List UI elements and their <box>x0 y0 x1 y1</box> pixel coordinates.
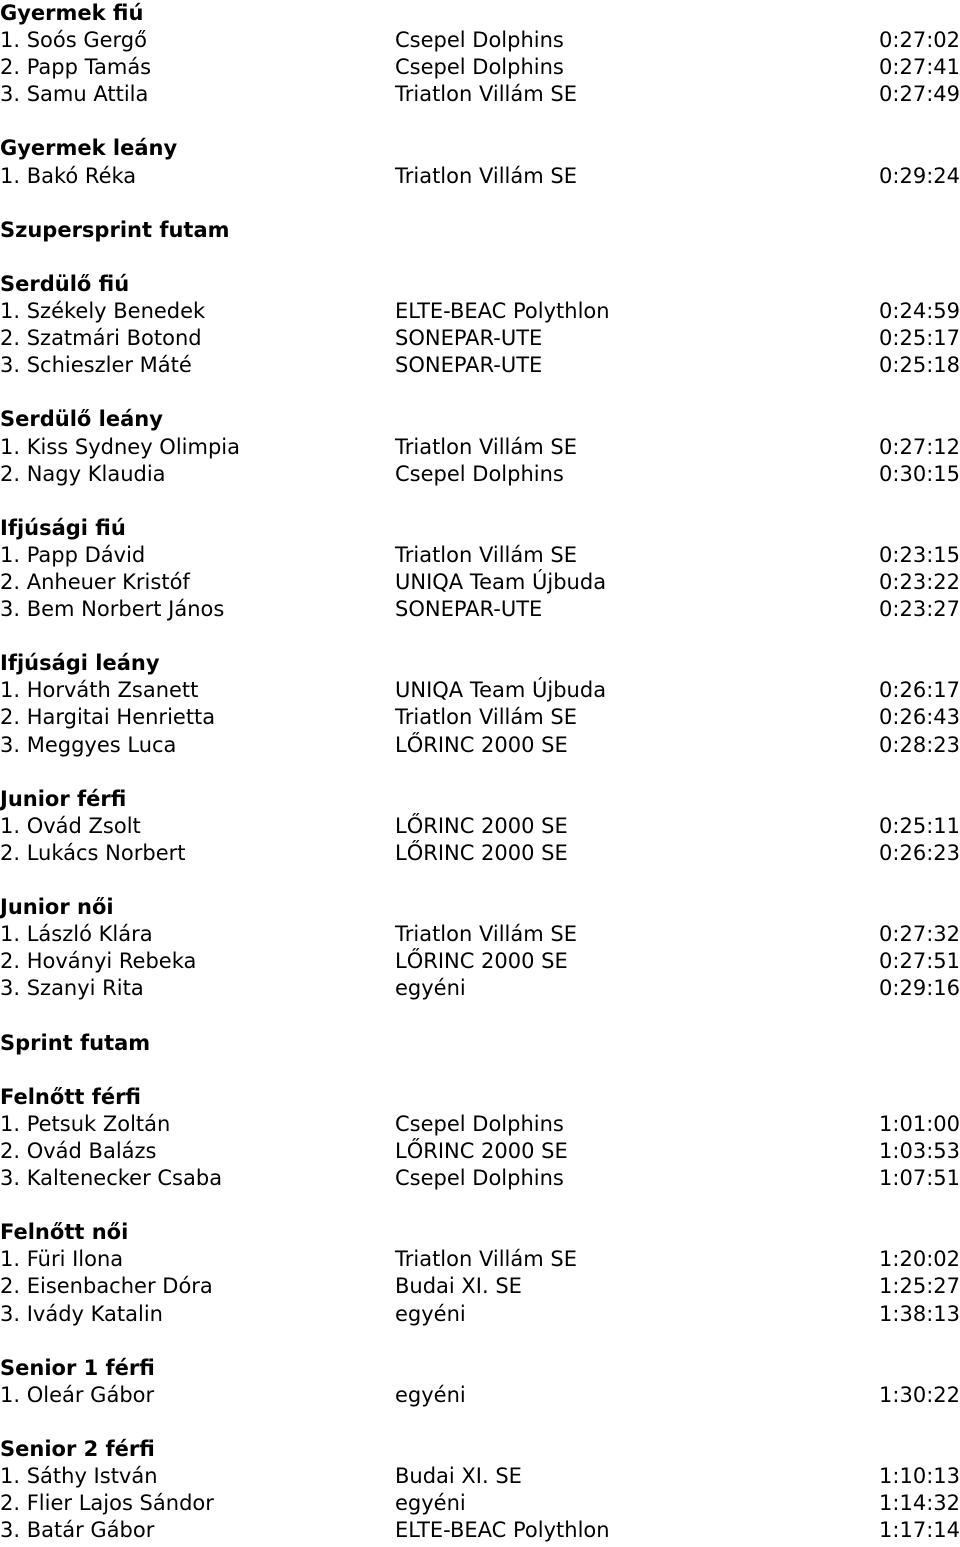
finish-time: 0:27:12 <box>879 434 960 459</box>
category-heading: Serdülő leány <box>0 407 163 432</box>
category-heading: Felnőtt férfi <box>0 1084 142 1109</box>
category-heading: Serdülő fiú <box>0 271 130 296</box>
athlete-name: 2. Eisenbacher Dóra <box>0 1274 213 1299</box>
result-row <box>0 948 960 975</box>
club-name: Triatlon Villám SE <box>395 705 577 730</box>
club-name: Triatlon Villám SE <box>395 82 577 107</box>
athlete-name: 3. Samu Attila <box>0 82 149 107</box>
result-row <box>0 27 960 54</box>
finish-time: 0:25:11 <box>879 813 960 838</box>
club-name: LŐRINC 2000 SE <box>395 840 568 865</box>
athlete-name: 1. Bakó Réka <box>0 163 137 188</box>
finish-time: 0:27:41 <box>879 55 960 80</box>
club-name: Csepel Dolphins <box>395 461 564 486</box>
result-row <box>0 352 960 379</box>
spacer <box>0 1328 960 1355</box>
result-row <box>0 840 960 867</box>
athlete-name: 1. Papp Dávid <box>0 542 146 567</box>
club-name: egyéni <box>395 976 466 1001</box>
athlete-name: 2. Hargitai Henrietta <box>0 705 216 730</box>
finish-time: 0:24:59 <box>879 299 960 324</box>
result-row <box>0 54 960 81</box>
finish-time: 1:30:22 <box>879 1382 960 1407</box>
category-heading: Gyermek leány <box>0 136 178 161</box>
club-name: Triatlon Villám SE <box>395 1247 577 1272</box>
finish-time: 0:27:02 <box>879 28 960 53</box>
result-row <box>0 1382 960 1409</box>
result-row <box>0 1165 960 1192</box>
athlete-name: 1. Sáthy István <box>0 1464 158 1489</box>
result-row <box>0 1246 960 1273</box>
athlete-name: 1. Ovád Zsolt <box>0 813 141 838</box>
club-name: Triatlon Villám SE <box>395 542 577 567</box>
club-name: SONEPAR-UTE <box>395 353 543 378</box>
club-name: Triatlon Villám SE <box>395 163 577 188</box>
athlete-name: 1. Kiss Sydney Olimpia <box>0 434 240 459</box>
result-row <box>0 1273 960 1300</box>
athlete-name: 3. Kaltenecker Csaba <box>0 1166 223 1191</box>
spacer <box>0 867 960 894</box>
finish-time: 1:17:14 <box>879 1518 960 1543</box>
athlete-name: 1. László Klára <box>0 922 153 947</box>
category-heading: Ifjúsági leány <box>0 651 160 676</box>
category-heading: Szupersprint futam <box>0 217 230 242</box>
club-name: Budai XI. SE <box>395 1274 522 1299</box>
result-row <box>0 434 960 461</box>
result-row <box>0 325 960 352</box>
finish-time: 0:28:23 <box>879 732 960 757</box>
finish-time: 0:27:51 <box>879 949 960 974</box>
finish-time: 0:27:49 <box>879 82 960 107</box>
athlete-name: 1. Horváth Zsanett <box>0 678 199 703</box>
result-row <box>0 596 960 623</box>
athlete-name: 2. Papp Tamás <box>0 55 152 80</box>
spacer <box>0 1192 960 1219</box>
finish-time: 0:25:18 <box>879 353 960 378</box>
club-name: egyéni <box>395 1382 466 1407</box>
club-name: Csepel Dolphins <box>395 1111 564 1136</box>
category-heading: Sprint futam <box>0 1030 151 1055</box>
result-row <box>0 1138 960 1165</box>
athlete-name: 3. Batár Gábor <box>0 1518 155 1543</box>
club-name: Csepel Dolphins <box>395 55 564 80</box>
finish-time: 0:25:17 <box>879 326 960 351</box>
spacer <box>0 1002 960 1029</box>
finish-time: 1:38:13 <box>879 1301 960 1326</box>
finish-time: 1:01:00 <box>879 1111 960 1136</box>
category-heading: Gyermek fiú <box>0 1 144 25</box>
club-name: Triatlon Villám SE <box>395 434 577 459</box>
club-name: LŐRINC 2000 SE <box>395 732 568 757</box>
finish-time: 0:26:17 <box>879 678 960 703</box>
club-name: LŐRINC 2000 SE <box>395 813 568 838</box>
spacer <box>0 379 960 406</box>
finish-time: 0:30:15 <box>879 461 960 486</box>
result-row <box>0 677 960 704</box>
athlete-name: 3. Szanyi Rita <box>0 976 144 1001</box>
result-row <box>0 813 960 840</box>
athlete-name: 2. Lukács Norbert <box>0 840 186 865</box>
category-heading: Junior férfi <box>0 786 127 811</box>
result-row <box>0 1463 960 1490</box>
athlete-name: 2. Ovád Balázs <box>0 1138 157 1163</box>
finish-time: 1:20:02 <box>879 1247 960 1272</box>
club-name: Triatlon Villám SE <box>395 922 577 947</box>
finish-time: 1:10:13 <box>879 1464 960 1489</box>
spacer <box>0 1409 960 1436</box>
athlete-name: 2. Szatmári Botond <box>0 326 202 351</box>
finish-time: 1:03:53 <box>879 1138 960 1163</box>
category-heading: Ifjúsági fiú <box>0 515 126 540</box>
athlete-name: 3. Meggyes Luca <box>0 732 177 757</box>
category-heading: Senior 2 férfi <box>0 1436 155 1461</box>
finish-time: 0:26:43 <box>879 705 960 730</box>
result-row <box>0 461 960 488</box>
club-name: ELTE-BEAC Polythlon <box>395 1518 610 1543</box>
finish-time: 1:07:51 <box>879 1166 960 1191</box>
result-row <box>0 704 960 731</box>
finish-time: 0:29:16 <box>879 976 960 1001</box>
result-row <box>0 569 960 596</box>
club-name: SONEPAR-UTE <box>395 597 543 622</box>
result-row <box>0 1301 960 1328</box>
result-row <box>0 921 960 948</box>
finish-time: 0:27:32 <box>879 922 960 947</box>
finish-time: 0:29:24 <box>879 163 960 188</box>
finish-time: 1:25:27 <box>879 1274 960 1299</box>
category-heading: Felnőtt női <box>0 1220 129 1245</box>
result-row <box>0 1111 960 1138</box>
club-name: ELTE-BEAC Polythlon <box>395 299 610 324</box>
athlete-name: 2. Hoványi Rebeka <box>0 949 197 974</box>
club-name: LŐRINC 2000 SE <box>395 1138 568 1163</box>
spacer <box>0 108 960 135</box>
athlete-name: 1. Petsuk Zoltán <box>0 1111 171 1136</box>
result-row <box>0 163 960 190</box>
athlete-name: 3. Schieszler Máté <box>0 353 192 378</box>
spacer <box>0 759 960 786</box>
result-row <box>0 298 960 325</box>
finish-time: 0:23:22 <box>879 569 960 594</box>
result-row <box>0 732 960 759</box>
club-name: Csepel Dolphins <box>395 1166 564 1191</box>
club-name: egyéni <box>395 1491 466 1516</box>
athlete-name: 3. Ivády Katalin <box>0 1301 163 1326</box>
finish-time: 0:26:23 <box>879 840 960 865</box>
athlete-name: 2. Flier Lajos Sándor <box>0 1491 214 1516</box>
result-row <box>0 1490 960 1517</box>
spacer <box>0 1057 960 1084</box>
athlete-name: 1. Székely Benedek <box>0 299 206 324</box>
result-row <box>0 1517 960 1544</box>
athlete-name: 2. Anheuer Kristóf <box>0 569 190 594</box>
club-name: egyéni <box>395 1301 466 1326</box>
athlete-name: 3. Bem Norbert János <box>0 597 225 622</box>
club-name: SONEPAR-UTE <box>395 326 543 351</box>
spacer <box>0 488 960 515</box>
category-heading: Junior női <box>0 895 114 920</box>
spacer <box>0 244 960 271</box>
club-name: LŐRINC 2000 SE <box>395 949 568 974</box>
athlete-name: 1. Füri Ilona <box>0 1247 124 1272</box>
category-heading: Senior 1 férfi <box>0 1355 155 1380</box>
result-row <box>0 542 960 569</box>
club-name: UNIQA Team Újbuda <box>395 678 607 703</box>
finish-time: 1:14:32 <box>879 1491 960 1516</box>
club-name: Budai XI. SE <box>395 1464 522 1489</box>
athlete-name: 1. Soós Gergő <box>0 28 147 53</box>
club-name: Csepel Dolphins <box>395 28 564 53</box>
spacer <box>0 623 960 650</box>
spacer <box>0 190 960 217</box>
finish-time: 0:23:27 <box>879 597 960 622</box>
athlete-name: 2. Nagy Klaudia <box>0 461 166 486</box>
result-row <box>0 81 960 108</box>
club-name: UNIQA Team Újbuda <box>395 569 607 594</box>
result-row <box>0 975 960 1002</box>
athlete-name: 1. Oleár Gábor <box>0 1382 155 1407</box>
finish-time: 0:23:15 <box>879 542 960 567</box>
